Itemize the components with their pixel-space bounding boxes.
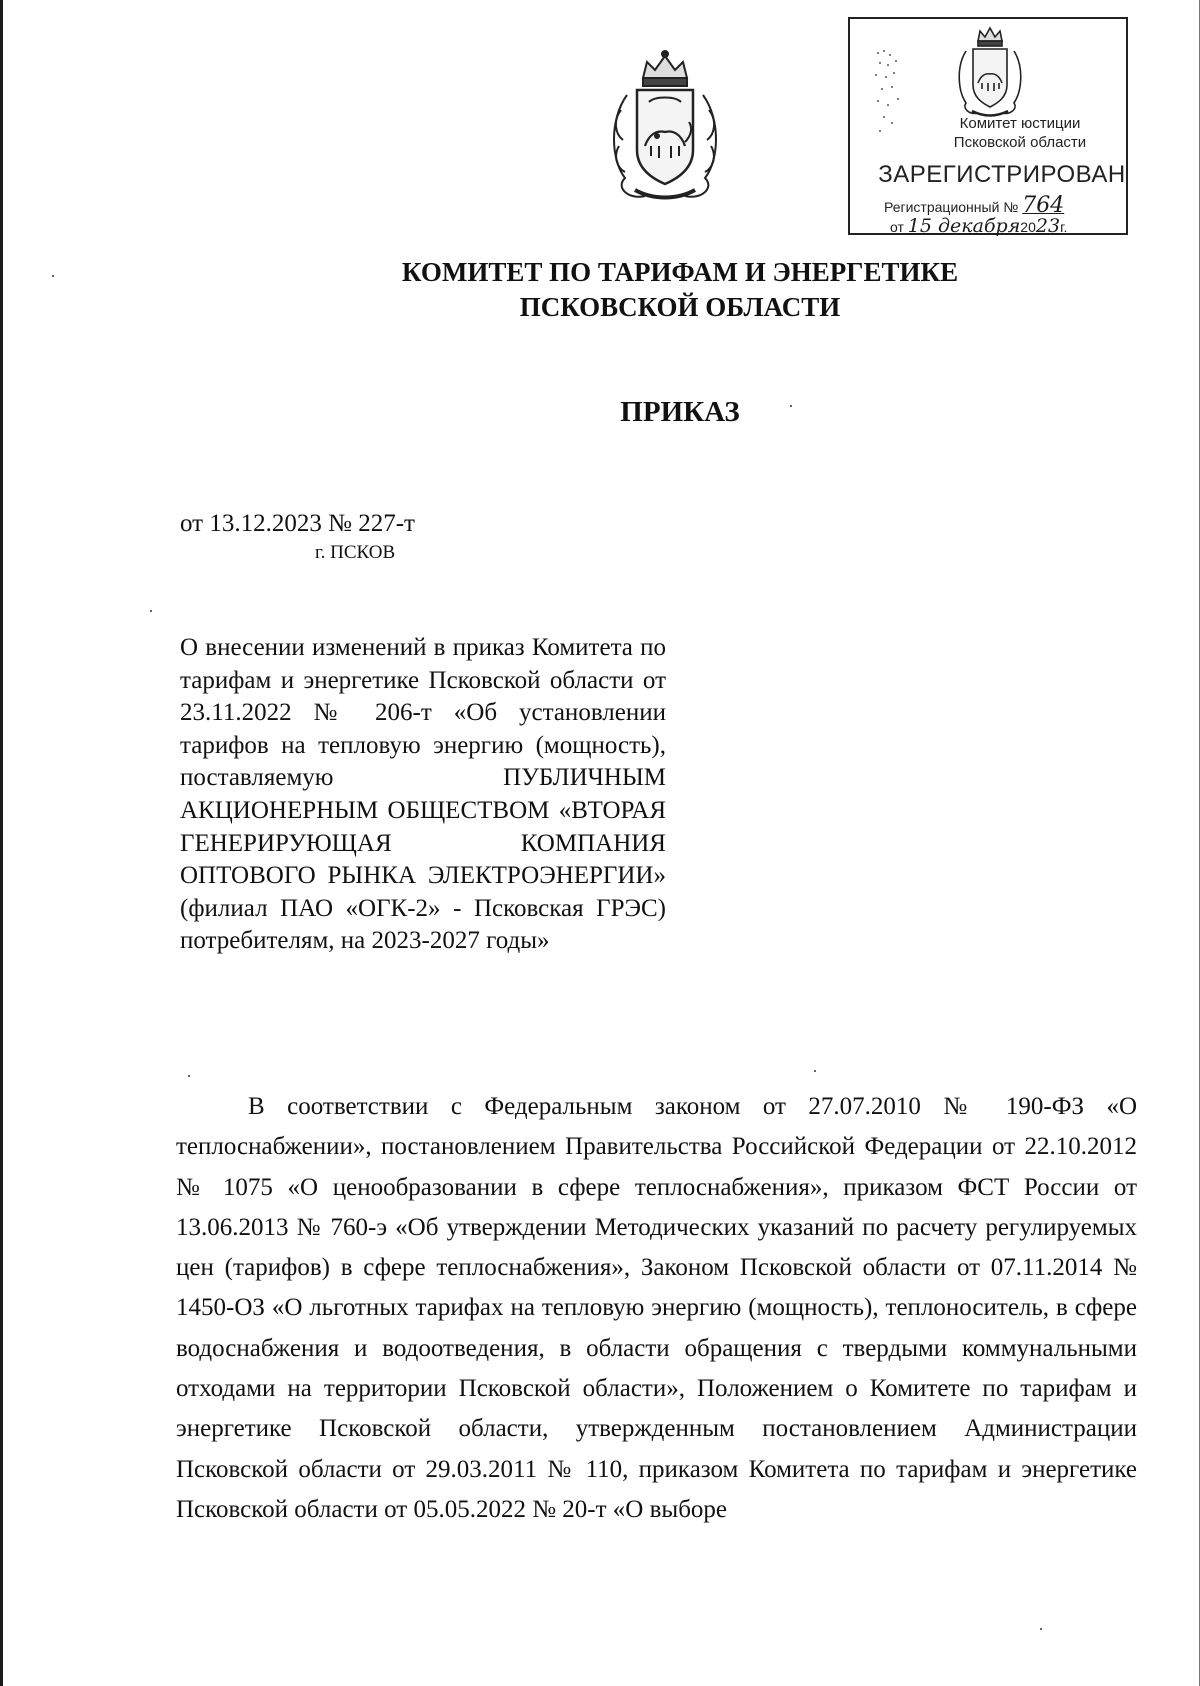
registration-stamp — [848, 17, 1128, 235]
scan-speck — [150, 610, 152, 612]
stamp-year-suffix: г. — [1060, 219, 1068, 235]
organization-title — [280, 255, 1080, 325]
scan-left-edge — [0, 0, 3, 1686]
stamp-org-line1: Комитет юстиции — [959, 115, 1081, 132]
stamp-year-prefix: 20 — [1020, 219, 1036, 235]
stamp-organization — [910, 114, 1130, 152]
scan-speck — [188, 1075, 190, 1077]
stamp-status: ЗАРЕГИСТРИРОВАН — [878, 161, 1126, 188]
organization-title-line2: ПСКОВСКОЙ ОБЛАСТИ — [519, 292, 841, 322]
document-subject: О внесении изменений в приказ Комитета по тарифам и энергетике Псковской области от 23.11.2022 № 206-т «Об установлении тарифов на тепловую энергию (мощность), поставляемую ПУБЛИЧНЫМ АКЦИОНЕРНЫМ ОБЩЕСТВОМ «ВТОРАЯ ГЕНЕРИРУЮЩАЯ КОМПАНИЯ ОПТОВОГО РЫНКА ЭЛЕКТРОЭНЕРГИИ» (филиал ПАО «ОГК-2» - Псковская ГРЭС) потребителям, на 2023-2027 годы» — [180, 634, 666, 955]
organization-title-line1: КОМИТЕТ ПО ТАРИФАМ И ЭНЕРГЕТИКЕ — [401, 257, 959, 287]
stamp-reg-number: 764 — [1022, 193, 1065, 218]
stamp-coat-of-arms-emblem — [954, 25, 1026, 119]
stamp-dotted-mark — [872, 47, 912, 137]
stamp-date-line — [890, 215, 1067, 237]
scan-speck — [814, 1070, 816, 1072]
stamp-reg-label: Регистрационный № — [884, 199, 1019, 215]
stamp-org-line2: Псковской области — [953, 134, 1087, 151]
document-type-heading: ПРИКАЗ — [620, 396, 740, 428]
document-body-paragraph: В соответствии с Федеральным законом от 27.07.2010 № 190-ФЗ «О теплоснабжении», постановлением Правительства Российской Федерации от 22.10.2012 № 1075 «О ценообразовании в сфере теплоснабжения», приказом ФСТ России от 13.06.2013 № 760-э «Об утверждении Методических указаний по расчету регулируемых цен (тарифов) в сфере теплоснабжения», Законом Псковской области от 07.11.2014 № 1450-ОЗ «О льготных тарифах на тепловую энергию (мощность), теплоноситель, в сфере водоснабжения и водоотведения, в области обращения с твердыми коммунальными отходами на территории Псковской области», Положением о Комитете по тарифам и энергетике Псковской области, утвержденным постановлением Администрации Псковской области от 29.03.2011 № 110, приказом Комитета по тарифам и энергетике Псковской области от 05.05.2022 № 20-т «О выборе — [176, 1093, 1137, 1523]
scan-speck — [1040, 1628, 1042, 1630]
stamp-date-prefix: от — [890, 219, 904, 235]
pskov-coat-of-arms-emblem — [605, 50, 725, 205]
scan-speck — [52, 275, 54, 277]
scan-speck — [790, 405, 792, 407]
stamp-year-handwritten: 23 — [1035, 215, 1061, 237]
stamp-date-handwritten: 15 декабря — [907, 215, 1021, 237]
document-city: г. ПСКОВ — [315, 542, 396, 563]
document-date-number: от 13.12.2023 № 227-т — [180, 510, 415, 537]
